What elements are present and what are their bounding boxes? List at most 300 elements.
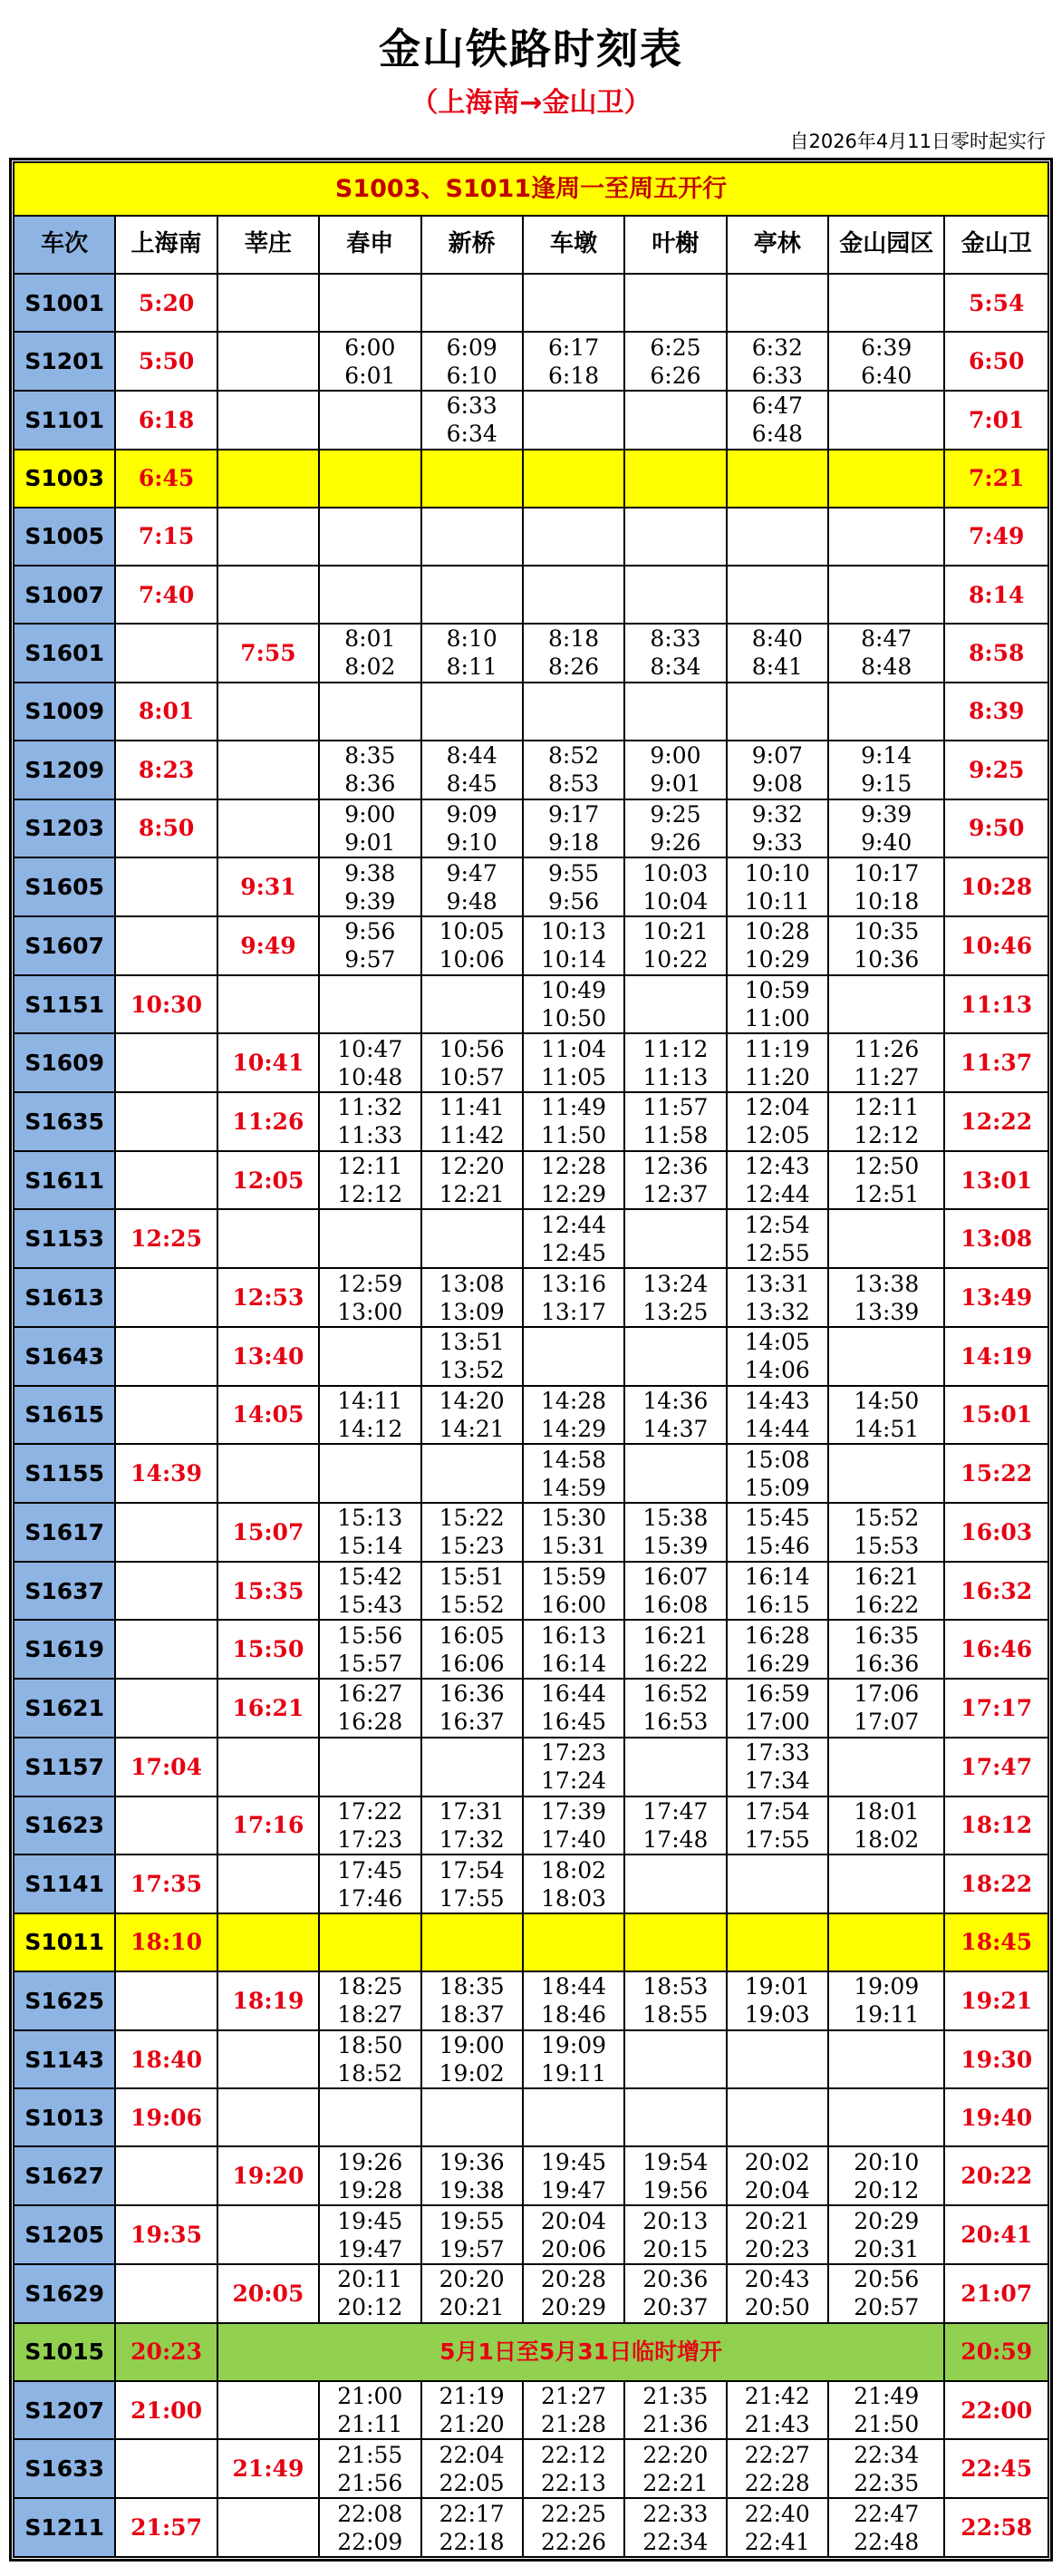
time-cell: 6:25 6:26 — [624, 332, 726, 391]
time-cell: 20:21 20:23 — [727, 2205, 828, 2264]
time-cell — [828, 975, 944, 1034]
table-row — [14, 683, 1048, 741]
time-cell — [115, 1033, 217, 1092]
time-cell: 15:13 15:14 — [319, 1503, 420, 1562]
time-cell — [115, 1092, 217, 1151]
train-number: S1211 — [14, 2498, 115, 2557]
time-cell — [319, 508, 420, 566]
time-cell: 20:36 20:37 — [624, 2264, 726, 2323]
time-cell: 21:55 21:56 — [319, 2439, 420, 2498]
time-cell — [624, 683, 726, 741]
table-row — [14, 1151, 1048, 1210]
time-cell — [624, 2088, 726, 2146]
time-cell: 9:39 9:40 — [828, 799, 944, 858]
time-cell: 8:23 — [115, 741, 217, 799]
time-cell — [727, 2030, 828, 2089]
time-cell — [624, 274, 726, 332]
time-cell: 8:50 — [115, 799, 217, 858]
time-cell: 9:25 9:26 — [624, 799, 726, 858]
time-cell — [828, 1855, 944, 1913]
table-row — [14, 1562, 1048, 1621]
train-number: S1621 — [14, 1679, 115, 1738]
time-cell: 8:40 8:41 — [727, 624, 828, 683]
table-row — [14, 332, 1048, 391]
time-cell: 18:44 18:46 — [523, 1971, 624, 2030]
table-row — [14, 1092, 1048, 1151]
table-row — [14, 1033, 1048, 1092]
time-cell: 20:28 20:29 — [523, 2264, 624, 2323]
time-cell — [828, 391, 944, 450]
time-cell: 8:52 8:53 — [523, 741, 624, 799]
train-number: S1011 — [14, 1913, 115, 1971]
time-cell: 9:25 — [944, 741, 1048, 799]
time-cell: 10:28 — [944, 857, 1048, 916]
train-number: S1157 — [14, 1738, 115, 1796]
header-row — [14, 216, 1048, 275]
time-cell: 22:45 — [944, 2439, 1048, 2498]
time-cell — [624, 391, 726, 450]
time-cell: 21:49 21:50 — [828, 2381, 944, 2440]
time-cell — [115, 2264, 217, 2323]
train-number: S1607 — [14, 916, 115, 975]
time-cell: 12:25 — [115, 1209, 217, 1268]
time-cell: 11:04 11:05 — [523, 1033, 624, 1092]
time-cell — [624, 1327, 726, 1386]
time-cell — [217, 2498, 319, 2557]
time-cell: 19:45 19:47 — [523, 2146, 624, 2205]
time-cell — [115, 2146, 217, 2205]
time-cell: 20:10 20:12 — [828, 2146, 944, 2205]
time-cell: 9:32 9:33 — [727, 799, 828, 858]
time-cell: 12:11 12:12 — [828, 1092, 944, 1151]
time-cell — [523, 274, 624, 332]
time-cell: 10:17 10:18 — [828, 857, 944, 916]
time-cell: 16:36 16:37 — [421, 1679, 523, 1738]
train-number: S1629 — [14, 2264, 115, 2323]
time-cell: 15:52 15:53 — [828, 1503, 944, 1562]
train-number: S1015 — [14, 2323, 115, 2381]
time-cell — [217, 2030, 319, 2089]
time-cell: 15:22 — [944, 1444, 1048, 1503]
column-header: 新桥 — [421, 216, 523, 275]
time-cell: 16:32 — [944, 1562, 1048, 1621]
time-cell: 16:14 16:15 — [727, 1562, 828, 1621]
time-cell: 20:56 20:57 — [828, 2264, 944, 2323]
time-cell: 17:54 17:55 — [727, 1796, 828, 1855]
time-cell: 6:45 — [115, 450, 217, 508]
time-cell: 16:13 16:14 — [523, 1620, 624, 1679]
time-cell — [319, 1913, 420, 1971]
train-number: S1203 — [14, 799, 115, 858]
time-cell — [828, 508, 944, 566]
time-cell: 10:30 — [115, 975, 217, 1034]
time-cell: 10:56 10:57 — [421, 1033, 523, 1092]
time-cell: 10:46 — [944, 916, 1048, 975]
train-number: S1637 — [14, 1562, 115, 1621]
page-title: 金山铁路时刻表 — [379, 24, 683, 73]
time-cell: 19:00 19:02 — [421, 2030, 523, 2089]
table-row — [14, 1855, 1048, 1913]
effective-date-note: 自2026年4月11日零时起实行 — [789, 131, 1046, 152]
time-cell — [727, 566, 828, 624]
table-row — [14, 2264, 1048, 2323]
time-cell — [624, 508, 726, 566]
time-cell — [624, 2030, 726, 2089]
time-cell: 17:47 17:48 — [624, 1796, 726, 1855]
time-cell — [828, 1327, 944, 1386]
time-cell: 12:05 — [217, 1151, 319, 1210]
time-cell — [217, 391, 319, 450]
time-cell: 12:44 12:45 — [523, 1209, 624, 1268]
time-cell — [115, 857, 217, 916]
time-cell: 6:32 6:33 — [727, 332, 828, 391]
time-cell: 16:59 17:00 — [727, 1679, 828, 1738]
table-row — [14, 1503, 1048, 1562]
time-cell: 15:51 15:52 — [421, 1562, 523, 1621]
time-cell: 20:05 — [217, 2264, 319, 2323]
train-number: S1153 — [14, 1209, 115, 1268]
time-cell — [217, 332, 319, 391]
time-cell — [421, 508, 523, 566]
time-cell — [115, 1268, 217, 1327]
time-cell — [727, 274, 828, 332]
time-cell: 19:30 — [944, 2030, 1048, 2089]
time-cell: 10:28 10:29 — [727, 916, 828, 975]
time-cell — [115, 1796, 217, 1855]
time-cell: 15:08 15:09 — [727, 1444, 828, 1503]
time-cell: 19:01 19:03 — [727, 1971, 828, 2030]
train-number: S1617 — [14, 1503, 115, 1562]
time-cell — [624, 1209, 726, 1268]
time-cell: 20:20 20:21 — [421, 2264, 523, 2323]
time-cell: 18:12 — [944, 1796, 1048, 1855]
time-cell: 16:07 16:08 — [624, 1562, 726, 1621]
time-cell: 9:14 9:15 — [828, 741, 944, 799]
time-cell — [319, 391, 420, 450]
table-row — [14, 274, 1048, 332]
weekday-banner-row — [14, 162, 1048, 216]
time-cell — [115, 1386, 217, 1445]
time-cell: 8:18 8:26 — [523, 624, 624, 683]
time-cell — [115, 916, 217, 975]
time-cell: 10:47 10:48 — [319, 1033, 420, 1092]
time-cell: 15:45 15:46 — [727, 1503, 828, 1562]
train-number: S1143 — [14, 2030, 115, 2089]
time-cell: 10:03 10:04 — [624, 857, 726, 916]
column-header: 叶榭 — [624, 216, 726, 275]
time-cell — [523, 391, 624, 450]
time-cell: 12:36 12:37 — [624, 1151, 726, 1210]
time-cell — [421, 2088, 523, 2146]
train-number: S1627 — [14, 2146, 115, 2205]
time-cell: 16:21 — [217, 1679, 319, 1738]
time-cell — [217, 274, 319, 332]
time-cell: 12:22 — [944, 1092, 1048, 1151]
time-cell: 12:43 12:44 — [727, 1151, 828, 1210]
table-row — [14, 2088, 1048, 2146]
time-cell: 19:20 — [217, 2146, 319, 2205]
time-cell: 20:59 — [944, 2323, 1048, 2381]
table-row — [14, 1796, 1048, 1855]
time-cell: 6:47 6:48 — [727, 391, 828, 450]
time-cell — [727, 1913, 828, 1971]
time-cell: 22:47 22:48 — [828, 2498, 944, 2557]
time-cell: 22:08 22:09 — [319, 2498, 420, 2557]
column-header: 车墩 — [523, 216, 624, 275]
time-cell: 17:16 — [217, 1796, 319, 1855]
time-cell: 13:38 13:39 — [828, 1268, 944, 1327]
time-cell — [727, 683, 828, 741]
time-cell: 16:52 16:53 — [624, 1679, 726, 1738]
time-cell — [828, 1444, 944, 1503]
time-cell — [624, 975, 726, 1034]
time-cell: 21:19 21:20 — [421, 2381, 523, 2440]
time-cell: 22:04 22:05 — [421, 2439, 523, 2498]
time-cell: 6:50 — [944, 332, 1048, 391]
table-row — [14, 1268, 1048, 1327]
time-cell — [523, 1327, 624, 1386]
time-cell — [217, 2381, 319, 2440]
time-cell — [115, 2439, 217, 2498]
time-cell — [828, 1209, 944, 1268]
time-cell: 20:13 20:15 — [624, 2205, 726, 2264]
time-cell: 8:35 8:36 — [319, 741, 420, 799]
time-cell: 10:59 11:00 — [727, 975, 828, 1034]
time-cell: 18:22 — [944, 1855, 1048, 1913]
table-row — [14, 2030, 1048, 2089]
time-cell: 21:42 21:43 — [727, 2381, 828, 2440]
column-header: 莘庄 — [217, 216, 319, 275]
time-cell: 17:06 17:07 — [828, 1679, 944, 1738]
train-number: S1615 — [14, 1386, 115, 1445]
time-cell — [523, 2088, 624, 2146]
time-cell: 20:29 20:31 — [828, 2205, 944, 2264]
time-cell — [319, 683, 420, 741]
time-cell — [217, 683, 319, 741]
time-cell: 16:44 16:45 — [523, 1679, 624, 1738]
time-cell: 10:49 10:50 — [523, 975, 624, 1034]
time-cell: 6:18 — [115, 391, 217, 450]
time-cell: 17:17 — [944, 1679, 1048, 1738]
time-cell: 19:54 19:56 — [624, 2146, 726, 2205]
train-number: S1007 — [14, 566, 115, 624]
train-number: S1609 — [14, 1033, 115, 1092]
time-cell — [319, 975, 420, 1034]
time-cell: 19:21 — [944, 1971, 1048, 2030]
table-row — [14, 450, 1048, 508]
table-row — [14, 975, 1048, 1034]
time-cell: 15:35 — [217, 1562, 319, 1621]
time-cell — [624, 1913, 726, 1971]
time-cell — [319, 1327, 420, 1386]
time-cell: 11:37 — [944, 1033, 1048, 1092]
time-cell: 8:01 8:02 — [319, 624, 420, 683]
time-cell: 12:59 13:00 — [319, 1268, 420, 1327]
time-cell — [319, 274, 420, 332]
time-cell: 16:27 16:28 — [319, 1679, 420, 1738]
table-row — [14, 391, 1048, 450]
time-cell: 20:41 — [944, 2205, 1048, 2264]
time-cell: 15:42 15:43 — [319, 1562, 420, 1621]
time-cell: 10:10 10:11 — [727, 857, 828, 916]
time-cell: 19:09 19:11 — [523, 2030, 624, 2089]
time-cell — [319, 566, 420, 624]
time-cell: 13:40 — [217, 1327, 319, 1386]
time-cell: 6:00 6:01 — [319, 332, 420, 391]
time-cell — [421, 975, 523, 1034]
time-cell — [115, 624, 217, 683]
time-cell — [828, 1913, 944, 1971]
time-cell: 9:56 9:57 — [319, 916, 420, 975]
time-cell: 14:28 14:29 — [523, 1386, 624, 1445]
time-cell: 5:54 — [944, 274, 1048, 332]
time-cell — [624, 1444, 726, 1503]
time-cell: 10:05 10:06 — [421, 916, 523, 975]
time-cell: 22:20 22:21 — [624, 2439, 726, 2498]
time-cell: 7:21 — [944, 450, 1048, 508]
table-row — [14, 2205, 1048, 2264]
time-cell — [217, 1738, 319, 1796]
time-cell: 11:26 — [217, 1092, 319, 1151]
table-row — [14, 857, 1048, 916]
time-cell: 20:43 20:50 — [727, 2264, 828, 2323]
time-cell: 9:07 9:08 — [727, 741, 828, 799]
time-cell — [828, 566, 944, 624]
time-cell: 13:24 13:25 — [624, 1268, 726, 1327]
time-cell: 19:55 19:57 — [421, 2205, 523, 2264]
train-number: S1003 — [14, 450, 115, 508]
time-cell: 21:00 — [115, 2381, 217, 2440]
time-cell — [624, 1855, 726, 1913]
time-cell: 18:35 18:37 — [421, 1971, 523, 2030]
time-cell: 14:43 14:44 — [727, 1386, 828, 1445]
time-cell: 14:05 14:06 — [727, 1327, 828, 1386]
time-cell: 22:27 22:28 — [727, 2439, 828, 2498]
time-cell — [727, 2088, 828, 2146]
time-cell: 15:01 — [944, 1386, 1048, 1445]
time-cell — [421, 683, 523, 741]
time-cell: 18:19 — [217, 1971, 319, 2030]
time-cell — [217, 1913, 319, 1971]
time-cell: 15:22 15:23 — [421, 1503, 523, 1562]
time-cell — [319, 1738, 420, 1796]
time-cell — [115, 1503, 217, 1562]
table-row — [14, 508, 1048, 566]
time-cell: 16:05 16:06 — [421, 1620, 523, 1679]
time-cell: 10:13 10:14 — [523, 916, 624, 975]
time-cell: 19:45 19:47 — [319, 2205, 420, 2264]
time-cell: 12:54 12:55 — [727, 1209, 828, 1268]
time-cell — [828, 274, 944, 332]
time-cell: 17:39 17:40 — [523, 1796, 624, 1855]
time-cell: 5:20 — [115, 274, 217, 332]
train-number: S1635 — [14, 1092, 115, 1151]
time-cell — [319, 1209, 420, 1268]
time-cell — [319, 2088, 420, 2146]
time-cell — [217, 1444, 319, 1503]
time-cell — [115, 1151, 217, 1210]
table-row — [14, 566, 1048, 624]
time-cell: 8:58 — [944, 624, 1048, 683]
time-cell — [421, 450, 523, 508]
time-cell: 17:47 — [944, 1738, 1048, 1796]
time-cell — [523, 683, 624, 741]
time-cell: 18:01 18:02 — [828, 1796, 944, 1855]
time-cell: 12:20 12:21 — [421, 1151, 523, 1210]
table-row — [14, 1971, 1048, 2030]
time-cell — [624, 450, 726, 508]
time-cell: 19:06 — [115, 2088, 217, 2146]
time-cell: 7:49 — [944, 508, 1048, 566]
train-number: S1013 — [14, 2088, 115, 2146]
time-cell: 9:00 9:01 — [319, 799, 420, 858]
time-cell: 22:12 22:13 — [523, 2439, 624, 2498]
time-cell: 15:38 15:39 — [624, 1503, 726, 1562]
time-cell — [828, 1738, 944, 1796]
table-row — [14, 2146, 1048, 2205]
time-cell — [523, 508, 624, 566]
time-cell: 18:40 — [115, 2030, 217, 2089]
time-cell: 22:34 22:35 — [828, 2439, 944, 2498]
time-cell — [828, 2088, 944, 2146]
time-cell: 8:33 8:34 — [624, 624, 726, 683]
time-cell — [115, 1971, 217, 2030]
time-cell: 18:25 18:27 — [319, 1971, 420, 2030]
time-cell: 22:40 22:41 — [727, 2498, 828, 2557]
time-cell: 11:41 11:42 — [421, 1092, 523, 1151]
train-number: S1005 — [14, 508, 115, 566]
train-number: S1605 — [14, 857, 115, 916]
time-cell: 17:33 17:34 — [727, 1738, 828, 1796]
time-cell: 9:49 — [217, 916, 319, 975]
time-cell: 18:53 18:55 — [624, 1971, 726, 2030]
time-cell: 16:35 16:36 — [828, 1620, 944, 1679]
time-cell: 8:39 — [944, 683, 1048, 741]
route-subtitle: （上海南→金山卫） — [410, 87, 652, 119]
time-cell: 20:02 20:04 — [727, 2146, 828, 2205]
time-cell: 11:19 11:20 — [727, 1033, 828, 1092]
time-cell: 7:55 — [217, 624, 319, 683]
time-cell: 6:33 6:34 — [421, 391, 523, 450]
time-cell: 16:46 — [944, 1620, 1048, 1679]
time-cell: 8:47 8:48 — [828, 624, 944, 683]
time-cell: 17:35 — [115, 1855, 217, 1913]
time-cell: 10:35 10:36 — [828, 916, 944, 975]
time-cell: 11:57 11:58 — [624, 1092, 726, 1151]
time-cell — [217, 975, 319, 1034]
time-cell: 16:28 16:29 — [727, 1620, 828, 1679]
time-cell — [624, 1738, 726, 1796]
train-number: S1625 — [14, 1971, 115, 2030]
time-cell: 15:56 15:57 — [319, 1620, 420, 1679]
time-cell: 7:15 — [115, 508, 217, 566]
time-cell: 21:57 — [115, 2498, 217, 2557]
time-cell: 19:09 19:11 — [828, 1971, 944, 2030]
weekday-banner: S1003、S1011逢周一至周五开行 — [14, 162, 1048, 216]
time-cell: 15:07 — [217, 1503, 319, 1562]
time-cell: 13:49 — [944, 1268, 1048, 1327]
time-cell — [217, 741, 319, 799]
time-cell: 21:27 21:28 — [523, 2381, 624, 2440]
time-cell: 20:23 — [115, 2323, 217, 2381]
time-cell: 14:19 — [944, 1327, 1048, 1386]
time-cell — [217, 508, 319, 566]
table-row — [14, 2381, 1048, 2440]
temporary-service-note: 5月1日至5月31日临时增开 — [217, 2323, 945, 2381]
time-cell — [319, 1444, 420, 1503]
time-cell — [115, 1679, 217, 1738]
time-cell: 15:59 16:00 — [523, 1562, 624, 1621]
